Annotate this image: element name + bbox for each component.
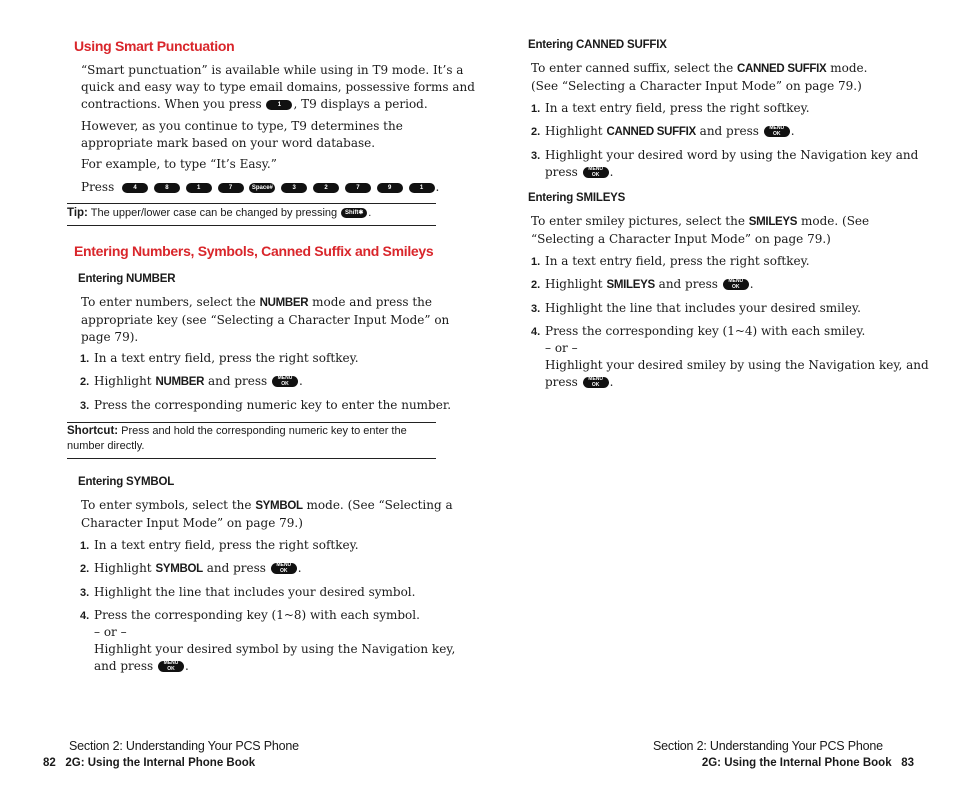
left-footer-section: Section 2: Understanding Your PCS Phone <box>69 739 299 753</box>
shortcut-note: Shortcut: Press and hold the corresponding numeric key to enter the number directly. <box>67 425 407 452</box>
key-2-icon: 2 <box>313 183 339 193</box>
key-7-icon: 7 <box>218 183 244 193</box>
key-7-icon: 7 <box>345 183 371 193</box>
symbol-step-1: 1. In a text entry field, press the right softkey. <box>80 538 359 552</box>
menu-ok-key-icon: MENU OK <box>583 377 609 388</box>
smart-paragraph-1: “Smart punctuation” is available while using in T9 mode. It’s a quick and easy way to type email domains, possessive forms and contractions. When you press 1 , T9 displays a period. <box>81 63 475 111</box>
canned-heading: Entering CANNED SUFFIX <box>528 39 667 51</box>
press-sequence: Press 4 8 1 7 Space# 3 2 7 9 1 . <box>81 180 440 194</box>
menu-ok-key-icon: MENU OK <box>723 279 749 290</box>
key-1-icon: 1 <box>186 183 212 193</box>
menu-ok-key-icon: MENU OK <box>583 167 609 178</box>
symbol-heading: Entering SYMBOL <box>78 476 175 488</box>
tip-note: Tip: The upper/lower case can be changed by pressing Shift✱ . <box>67 207 372 219</box>
number-step-3: 3. Press the corresponding numeric key to enter the number. <box>80 398 452 412</box>
smart-punctuation-heading: Using Smart Punctuation <box>74 38 235 54</box>
number-intro: To enter numbers, select the NUMBER mode and press the appropriate key (see “Selecting a Character Input Mode” on page 79). <box>81 295 450 344</box>
menu-ok-key-icon: MENU OK <box>271 563 297 574</box>
right-footer-line <box>702 757 914 769</box>
left-chapter: 2G: Using the Internal Phone Book <box>65 757 256 769</box>
menu-ok-key-icon: MENU OK <box>158 661 184 672</box>
smileys-step-2: 2. Highlight SMILEYS and press MENU OK . <box>531 277 754 291</box>
right-chapter: 2G: Using the Internal Phone Book <box>701 757 892 769</box>
key-3-icon: 3 <box>281 183 307 193</box>
smileys-intro: To enter smiley pictures, select the SMILEYS mode. (See “Selecting a Character Input Mode” on page 79.) <box>531 214 870 246</box>
shift-key-icon: Shift✱ <box>341 208 367 218</box>
canned-step-2: 2. Highlight CANNED SUFFIX and press MENU OK . <box>531 124 795 138</box>
canned-step-1: 1. In a text entry field, press the right softkey. <box>531 101 810 115</box>
menu-ok-key-icon: MENU OK <box>764 126 790 137</box>
smart-paragraph-3: For example, to type “It’s Easy.” <box>81 157 277 171</box>
canned-step-3: 3. Highlight your desired word by using the Navigation key and press MENU OK . <box>531 148 919 179</box>
shortcut-rule-bottom <box>67 458 436 459</box>
right-footer-section: Section 2: Understanding Your PCS Phone <box>653 739 883 753</box>
key-8-icon: 8 <box>154 183 180 193</box>
key-1-icon: 1 <box>409 183 435 193</box>
entering-heading: Entering Numbers, Symbols, Canned Suffix and Smileys <box>74 243 434 259</box>
key-1-icon: 1 <box>266 100 292 110</box>
number-heading: Entering NUMBER <box>78 273 176 285</box>
shortcut-rule-top <box>67 422 436 423</box>
canned-intro: To enter canned suffix, select the CANNED SUFFIX mode. (See “Selecting a Character Input Mode” on page 79.) <box>531 61 868 93</box>
smart-paragraph-2: However, as you continue to type, T9 determines the appropriate mark based on your word database. <box>81 119 403 150</box>
key-9-icon: 9 <box>377 183 403 193</box>
symbol-step-2: 2. Highlight SYMBOL and press MENU OK . <box>80 561 302 575</box>
smileys-heading: Entering SMILEYS <box>528 192 626 204</box>
key-space-icon: Space# <box>249 183 275 193</box>
smileys-step-4: 4. Press the corresponding key (1~4) with each smiley. – or – Highlight your desired smiley by using the Navigation key, and press MENU OK . <box>531 324 929 389</box>
number-step-2: 2. Highlight NUMBER and press MENU OK . <box>80 374 303 388</box>
menu-ok-key-icon: MENU OK <box>272 376 298 387</box>
symbol-step-4: 4. Press the corresponding key (1~8) with each symbol. – or – Highlight your desired symbol by using the Navigation key, and press MENU OK . <box>80 608 456 673</box>
key-4-icon: 4 <box>122 183 148 193</box>
right-page-number: 83 <box>901 757 914 769</box>
tip-rule-top <box>67 203 436 204</box>
symbol-step-3: 3. Highlight the line that includes your desired symbol. <box>80 585 416 599</box>
tip-rule-bottom <box>67 225 436 226</box>
left-footer-line <box>43 757 255 769</box>
smileys-step-3: 3. Highlight the line that includes your desired smiley. <box>531 301 861 315</box>
left-page-number: 82 <box>43 757 56 769</box>
number-step-1: 1. In a text entry field, press the right softkey. <box>80 351 359 365</box>
symbol-intro: To enter symbols, select the SYMBOL mode. (See “Selecting a Character Input Mode” on page 79.) <box>81 498 453 530</box>
smileys-step-1: 1. In a text entry field, press the right softkey. <box>531 254 810 268</box>
